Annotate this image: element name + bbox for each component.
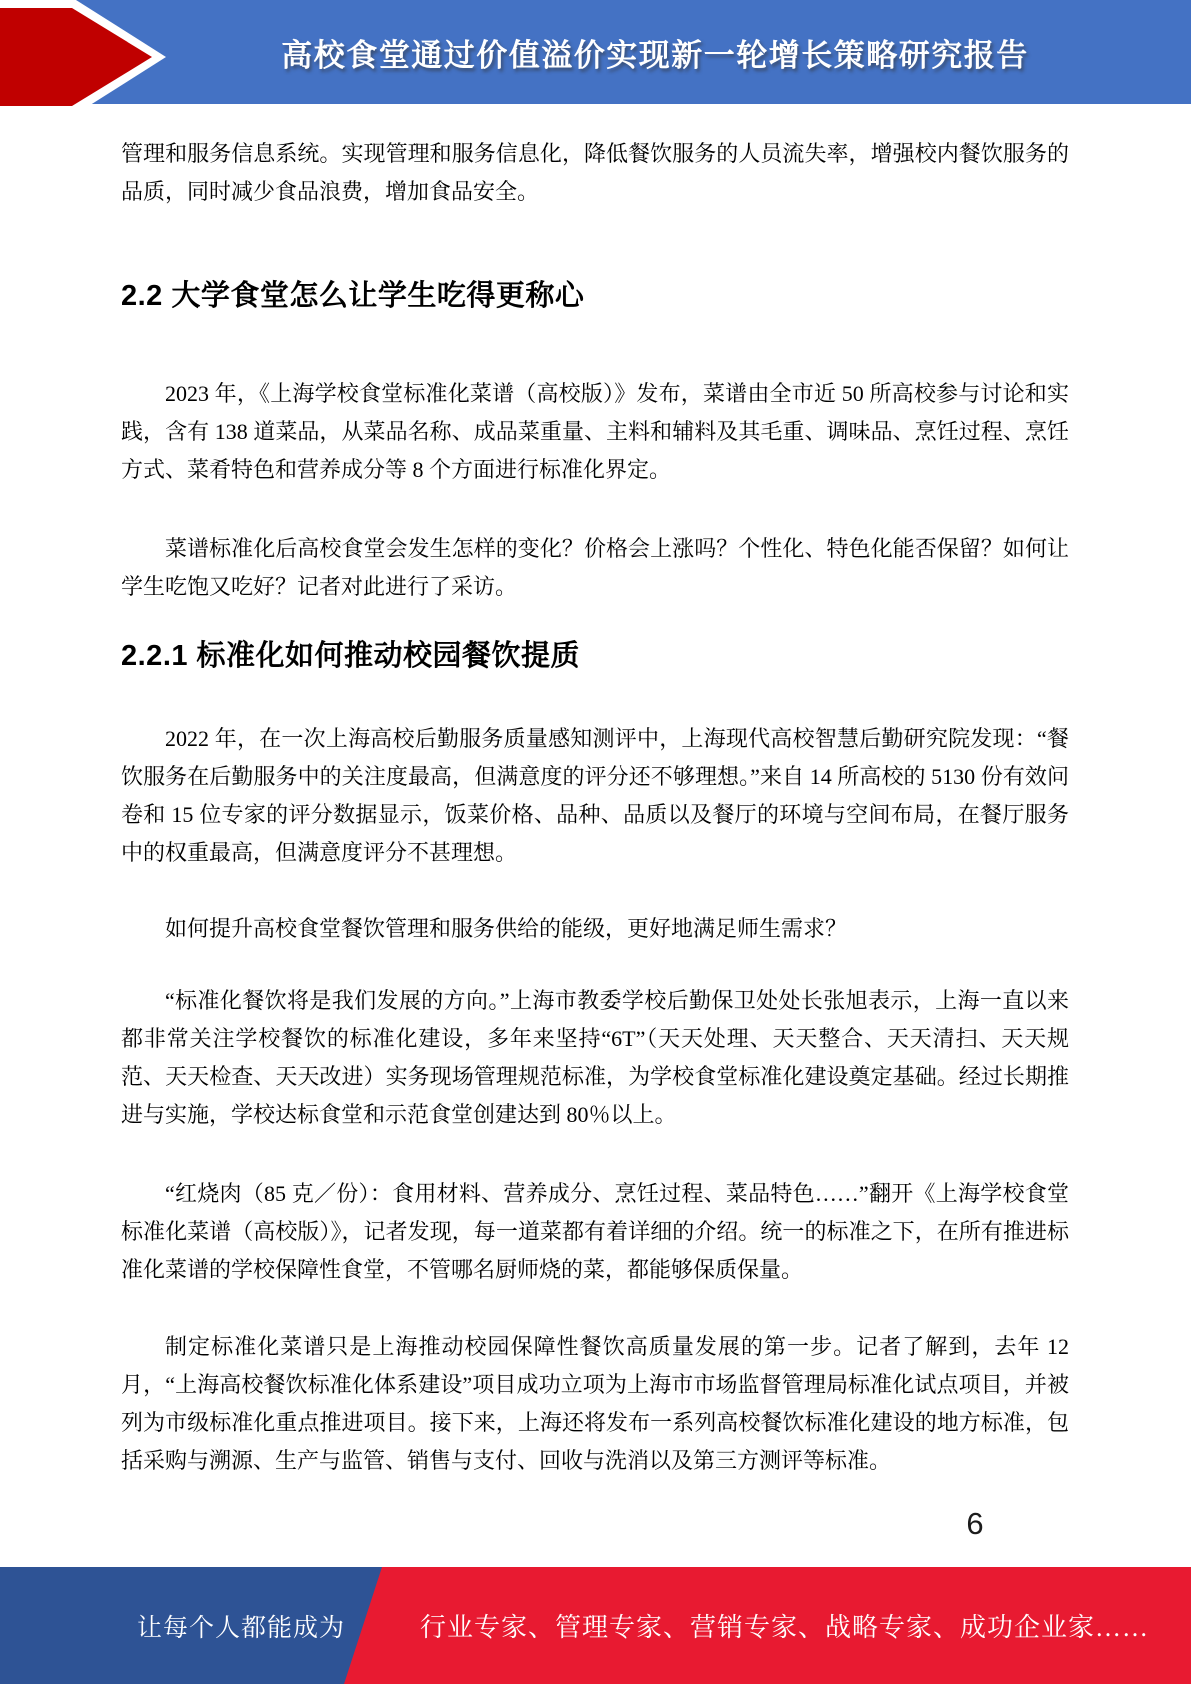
body-paragraph: 菜谱标准化后高校食堂会发生怎样的变化？价格会上涨吗？个性化、特色化能否保留？如何让学生吃饱又吃好？记者对此进行了采访。 [121, 536, 1069, 599]
body-paragraph: 管理和服务信息系统。实现管理和服务信息化，降低餐饮服务的人员流失率，增强校内餐饮服务的品质，同时减少食品浪费，增加食品安全。 [121, 141, 1069, 204]
body-paragraph: 如何提升高校食堂餐饮管理和服务供给的能级，更好地满足师生需求？ [165, 916, 848, 941]
footer-band [0, 1567, 1191, 1684]
section-heading-2-2-1: 2.2.1 标准化如何推动校园餐饮提质 [121, 640, 581, 672]
body-paragraph: 2023 年，《上海学校食堂标准化菜谱（高校版）》发布，菜谱由全市近 50 所高校参与讨论和实践，含有 138 道菜品，从菜品名称、成品菜重量、主料和辅料及其毛重、调味品、烹饪过程、烹饪方式、菜肴特色和营养成分等 8 个方面进行标准化界定。 [121, 381, 1069, 482]
page-number: 6 [966, 1506, 984, 1541]
body-paragraph: “标准化餐饮将是我们发展的方向。”上海市教委学校后勤保卫处处长张旭表示，上海一直以来都非常关注学校餐饮的标准化建设，多年来坚持“6T”（天天处理、天天整合、天天清扫、天天规范、天天检查、天天改进）实务现场管理规范标准，为学校食堂标准化建设奠定基础。经过长期推进与实施，学校达标食堂和示范食堂创建达到 80％以上。 [121, 988, 1069, 1127]
footer-slogan-lead: 让每个人都能成为 [137, 1614, 346, 1642]
red-arrow-icon [0, 0, 180, 122]
section-heading-2-2: 2.2 大学食堂怎么让学生吃得更称心 [121, 280, 585, 312]
report-title: 高校食堂通过价值溢价实现新一轮增长策略研究报告 [281, 37, 1029, 73]
body-paragraph: 2022 年，在一次上海高校后勤服务质量感知测评中，上海现代高校智慧后勤研究院发现：“餐饮服务在后勤服务中的关注度最高，但满意度的评分还不够理想。”来自 14 所高校的 5130 份有效问卷和 15 位专家的评分数据显示，饭菜价格、品种、品质以及餐厅的环境与空间布局，在餐厅服务中的权重最高，但满意度评分不甚理想。 [121, 726, 1069, 865]
body-paragraph: 制定标准化菜谱只是上海推动校园保障性餐饮高质量发展的第一步。记者了解到，去年 12 月，“上海高校餐饮标准化体系建设”项目成功立项为上海市市场监督管理局标准化试点项目，并被列为市级标准化重点推进项目。接下来，上海还将发布一系列高校餐饮标准化建设的地方标准，包括采购与溯源、生产与监管、销售与支付、回收与洗消以及第三方测评等标准。 [121, 1334, 1069, 1473]
footer-slogan-list: 行业专家、管理专家、营销专家、战略专家、成功企业家…… [420, 1613, 1150, 1642]
body-paragraph: “红烧肉（85 克／份）：食用材料、营养成分、烹饪过程、菜品特色……”翻开《上海学校食堂标准化菜谱（高校版）》，记者发现，每一道菜都有着详细的介绍。统一的标准之下，在所有推进标准化菜谱的学校保障性食堂，不管哪名厨师烧的菜，都能够保质保量。 [121, 1181, 1069, 1282]
